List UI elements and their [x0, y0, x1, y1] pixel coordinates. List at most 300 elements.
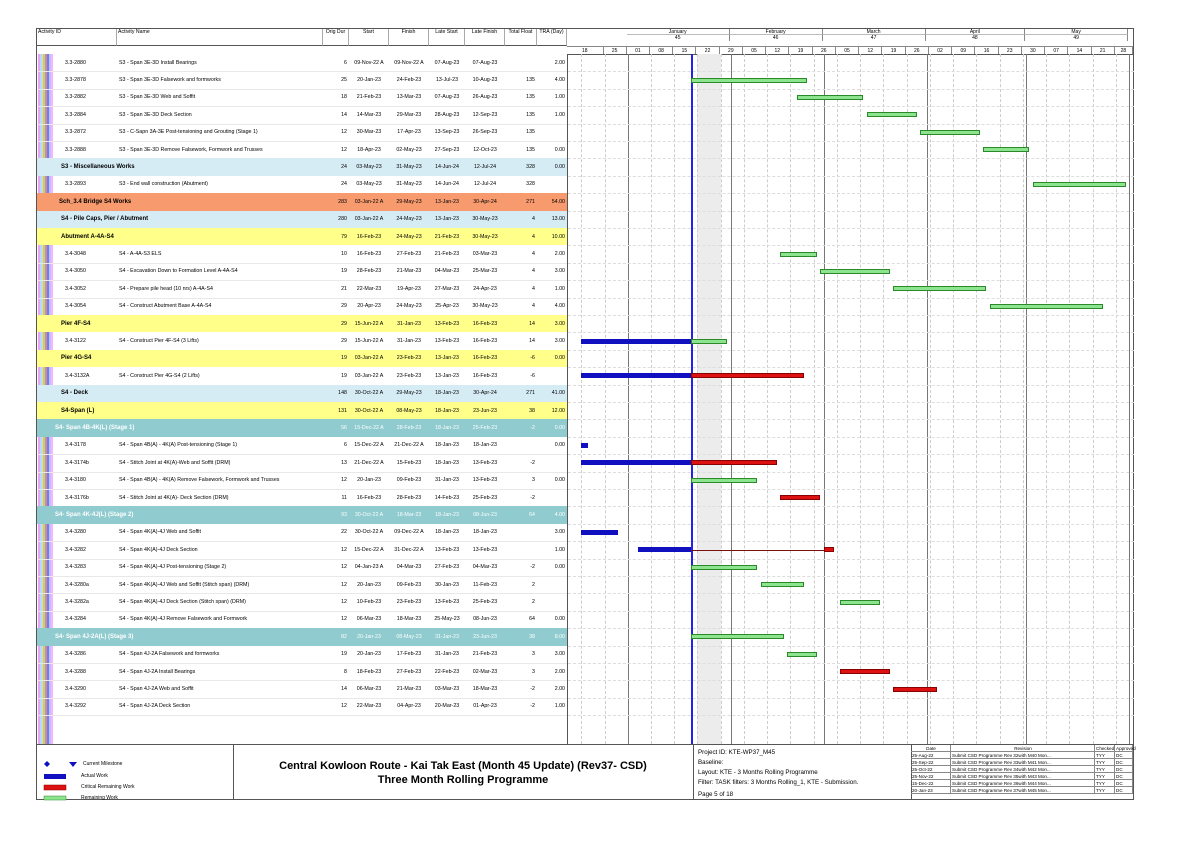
- row-gridline: [568, 315, 1134, 316]
- cell-id: 3.3-2882: [65, 94, 86, 101]
- cell-total-float: [505, 524, 537, 541]
- activity-row[interactable]: [37, 298, 567, 316]
- cell-late-start: 18-Jan-23: [435, 459, 459, 466]
- month-label: January: [627, 29, 730, 35]
- activity-row[interactable]: [37, 489, 567, 507]
- activity-row[interactable]: [37, 332, 567, 350]
- cell-tra: 2.00: [554, 251, 565, 258]
- week-label: 08: [650, 46, 673, 54]
- cell-total-float: 328: [526, 164, 535, 171]
- wbs-group-row[interactable]: [37, 315, 567, 332]
- cell-finish: 23-Feb-23: [396, 599, 422, 606]
- col-header-late-finish[interactable]: Late Finish: [465, 29, 505, 46]
- cell-late-start: 14-Jun-24: [435, 181, 459, 188]
- cell-finish: 21-Mar-23: [396, 268, 422, 275]
- cell-total-float: 64: [529, 616, 535, 623]
- week-label: 22: [696, 46, 719, 54]
- gantt-bar-remain[interactable]: [691, 634, 784, 639]
- cell-late-finish: 12-Jul-24: [473, 181, 497, 188]
- row-gridline: [568, 176, 1134, 177]
- week-label: 02: [929, 46, 952, 54]
- gantt-bar-critical[interactable]: [824, 547, 834, 552]
- wbs-group-row[interactable]: [37, 158, 567, 175]
- revision-header: Approved: [1116, 746, 1136, 751]
- critical-remaining-swatch: [44, 785, 66, 790]
- cell-name: S3 - Miscellaneous Works: [61, 164, 135, 171]
- cell-total-float: 3: [532, 651, 535, 658]
- cell-finish: 31-Jan-23: [397, 320, 421, 327]
- gantt-bar-remain[interactable]: [797, 95, 863, 100]
- cell-finish: 09-Feb-23: [396, 477, 422, 484]
- week-label: 16: [975, 46, 998, 54]
- page-number: Page 5 of 18: [698, 791, 734, 798]
- cell-total-float: 38: [529, 633, 535, 640]
- cell-name: S4 - Construct Pier 4F-S4 (3 Lifts): [119, 338, 199, 345]
- cell-late-finish: 12-Sep-23: [472, 111, 498, 118]
- cell-finish: 27-Feb-23: [396, 668, 422, 675]
- cell-late-finish: 30-Apr-24: [473, 198, 497, 205]
- cell-late-finish: 13-Feb-23: [472, 546, 498, 553]
- activity-row[interactable]: [37, 454, 567, 472]
- cell-dur: 19: [341, 268, 347, 275]
- cell-start: 03-Jan-22 A: [354, 216, 384, 223]
- footer: [37, 744, 1136, 801]
- row-gridline: [568, 89, 1134, 90]
- week-label: 18: [567, 46, 604, 54]
- cell-dur: 8: [344, 668, 347, 675]
- activity-row[interactable]: [37, 698, 567, 716]
- gantt-bar-remain[interactable]: [691, 565, 757, 570]
- remaining-work-swatch: [44, 796, 66, 800]
- cell-late-start: 27-Feb-23: [434, 564, 460, 571]
- cell-id: 3.4-3178: [65, 442, 86, 449]
- cell-id: 3.3-2872: [65, 129, 86, 136]
- cell-finish: 09-Dec-22 A: [394, 529, 424, 536]
- cell-tra: 1.00: [554, 111, 565, 118]
- cell-name: S4 - Span 4K(A)-4J Deck Section: [119, 546, 198, 553]
- revision-cell: 25-Sep-22: [911, 759, 951, 766]
- cell-late-finish: 25-Feb-23: [472, 599, 498, 606]
- cell-start: 15-Dec-22 A: [354, 442, 384, 449]
- cell-id: 3.4-3174b: [65, 459, 89, 466]
- cell-dur: 13: [341, 459, 347, 466]
- activity-row[interactable]: [37, 280, 567, 298]
- cell-total-float: -2: [530, 564, 535, 571]
- row-gridline: [568, 611, 1134, 612]
- cell-id: 3.4-3180: [65, 477, 86, 484]
- cell-name: S4 - Construct Pier 4G-S4 (2 Lifts): [119, 372, 200, 379]
- cell-start: 10-Feb-23: [356, 599, 382, 606]
- cell-total-float: 14: [529, 320, 535, 327]
- cell-dur: 29: [341, 303, 347, 310]
- activity-row[interactable]: [37, 176, 567, 194]
- cell-start: 21-Dec-22 A: [354, 459, 384, 466]
- activity-row[interactable]: [37, 593, 567, 611]
- gantt-bar-remain[interactable]: [840, 600, 880, 605]
- cell-late-start: 13-Jan-23: [435, 216, 459, 223]
- cell-finish: 31-May-23: [396, 164, 422, 171]
- gantt-bar-remain[interactable]: [787, 652, 817, 657]
- revision-cell: 25-Oct-22: [911, 766, 951, 773]
- cell-dur: 12: [341, 616, 347, 623]
- actual-work-swatch: [44, 774, 66, 779]
- cell-start: 22-Mar-23: [356, 703, 382, 710]
- cell-finish: 24-May-23: [396, 216, 422, 223]
- cell-id: 3.4-3176b: [65, 494, 89, 501]
- cell-name: S3 - C-Sapn 3A-3E Post-tensioning and Grouting (Stage 1): [119, 129, 258, 136]
- cell-dur: 19: [341, 372, 347, 379]
- cell-id: 3.4-3282a: [65, 599, 89, 606]
- col-header-orig-dur[interactable]: Orig Dur: [323, 29, 349, 46]
- cell-name: S4 - Span 4K(A)-4J Deck Section (Stitch span) (DRM): [119, 599, 246, 606]
- cell-name: S4 - Span 4J-2A Falsework and formworks: [119, 651, 220, 658]
- cell-dur: 18: [341, 94, 347, 101]
- col-header-activity-name[interactable]: Activity Name: [117, 29, 323, 46]
- row-gridline: [568, 245, 1134, 246]
- cell-name: Pier 4G-S4: [61, 355, 92, 362]
- gantt-bar-remain[interactable]: [990, 304, 1103, 309]
- project-title: Central Kowloon Route - Kai Tak East (Month 45 Update) (Rev37- CSD): [279, 759, 647, 772]
- cell-name: S4 - Excavation Down to Formation Level A-4A-S4: [119, 268, 238, 275]
- cell-dur: 131: [338, 407, 347, 414]
- cell-dur: 25: [341, 77, 347, 84]
- cell-id: 3.4-3282: [65, 546, 86, 553]
- cell-name: S4- Span 4J-2A(L) (Stage 3): [55, 633, 134, 640]
- row-gridline: [568, 715, 1134, 716]
- cell-finish: 31-May-23: [396, 181, 422, 188]
- cell-total-float: [505, 541, 537, 558]
- cell-start: 20-Jan-23: [357, 581, 381, 588]
- cell-late-start: 22-Feb-23: [434, 668, 460, 675]
- activity-row[interactable]: [37, 576, 567, 594]
- wbs-group-row[interactable]: [37, 419, 567, 436]
- cell-dur: 11: [341, 494, 347, 501]
- cell-late-start: 13-Feb-23: [434, 599, 460, 606]
- activity-row[interactable]: [37, 524, 567, 542]
- gantt-bar-remain[interactable]: [983, 147, 1029, 152]
- cell-late-finish: 11-Feb-23: [472, 581, 498, 588]
- week-label: 21: [1092, 46, 1115, 54]
- cell-total-float: 4: [532, 216, 535, 223]
- cell-late-finish: 16-Feb-23: [472, 338, 498, 345]
- period-label: 49: [1025, 35, 1128, 41]
- data-date-line: [691, 54, 693, 744]
- gantt-bar-remain[interactable]: [867, 112, 917, 117]
- week-label: 12: [766, 46, 789, 54]
- cell-late-finish: 03-Mar-23: [472, 251, 498, 258]
- period-label: 47: [823, 35, 926, 41]
- cell-late-start: 18-Jan-23: [435, 390, 459, 397]
- cell-start: 20-Jan-23: [357, 633, 381, 640]
- cell-late-finish: 12-Oct-23: [473, 146, 497, 153]
- gantt-bar-critical[interactable]: [691, 460, 777, 465]
- gantt-bar-remain[interactable]: [691, 478, 757, 483]
- col-header-activity-id[interactable]: Activity ID: [37, 29, 117, 46]
- cell-tra: 3.00: [554, 529, 565, 536]
- legend: [37, 745, 234, 800]
- cell-tra: 13.00: [551, 216, 565, 223]
- cell-finish: 31-Jan-23: [397, 338, 421, 345]
- cell-dur: 29: [341, 338, 347, 345]
- gantt-bar-remain[interactable]: [691, 339, 728, 344]
- activity-row[interactable]: [37, 680, 567, 698]
- cell-finish: 08-May-23: [396, 633, 422, 640]
- revision-cell: TYY: [1095, 780, 1115, 787]
- week-label: 15: [673, 46, 696, 54]
- cell-finish: 13-Mar-23: [396, 94, 422, 101]
- cell-dur: 93: [341, 512, 347, 519]
- gantt-bar-critical[interactable]: [691, 373, 804, 378]
- activity-row[interactable]: [37, 559, 567, 577]
- cell-dur: 56: [341, 425, 347, 432]
- cell-id: 3.4-3288: [65, 668, 86, 675]
- filter-info: Filter: TASK filters: 3 Months Rolling_1, KTE - Submission.: [698, 779, 859, 786]
- cell-finish: 24-May-23: [396, 233, 422, 240]
- wbs-group-row[interactable]: [37, 628, 567, 645]
- cell-tra: [537, 176, 567, 193]
- cell-dur: 12: [341, 146, 347, 153]
- gantt-bar-actual[interactable]: [581, 460, 691, 465]
- wbs-group-row[interactable]: [37, 350, 567, 367]
- cell-start: 16-Feb-23: [356, 251, 382, 258]
- cell-start: 16-Feb-23: [356, 494, 382, 501]
- cell-late-finish: 01-Apr-23: [473, 703, 497, 710]
- gantt-bar-actual[interactable]: [638, 547, 691, 552]
- legend-critical-remaining: Critical Remaining Work: [81, 784, 135, 790]
- week-label: 19: [882, 46, 905, 54]
- revision-cell: TYY: [1095, 773, 1115, 780]
- gantt-timeline: [567, 54, 1134, 744]
- activity-row[interactable]: [37, 646, 567, 664]
- activity-row[interactable]: [37, 663, 567, 681]
- gantt-bar-remain[interactable]: [893, 286, 986, 291]
- cell-tra: [537, 489, 567, 506]
- cell-late-finish: 30-May-23: [472, 216, 498, 223]
- gantt-bar-critical[interactable]: [780, 495, 820, 500]
- row-gridline: [568, 454, 1134, 455]
- cell-name: S4 - Span 4B(A) - 4K(A) Post-tensioning (Stage 1): [119, 442, 238, 449]
- cell-late-finish: 23-Jun-23: [473, 407, 497, 414]
- wbs-group-row[interactable]: [37, 402, 567, 419]
- gantt-bar-actual[interactable]: [581, 373, 691, 378]
- gantt-bar-remain[interactable]: [761, 582, 804, 587]
- cell-id: 3.4-3290: [65, 686, 86, 693]
- cell-dur: 19: [341, 355, 347, 362]
- cell-tra: 1.00: [554, 546, 565, 553]
- row-gridline: [568, 298, 1134, 299]
- cell-start: 15-Jun-22 A: [354, 338, 384, 345]
- cell-late-start: 13-Feb-23: [434, 320, 460, 327]
- col-header-total-float[interactable]: Total Float: [505, 29, 537, 46]
- cell-finish: 18-Mar-23: [396, 616, 422, 623]
- cell-total-float: -2: [530, 494, 535, 501]
- gantt-bar-critical[interactable]: [893, 687, 936, 692]
- gantt-bar-actual[interactable]: [581, 530, 618, 535]
- cell-finish: 02-May-23: [396, 146, 422, 153]
- gantt-bar-critical[interactable]: [840, 669, 890, 674]
- revision-header: Date: [911, 745, 951, 752]
- revision-cell: Submit CSD Programme Rev 34with M42 Mon...: [951, 766, 1095, 773]
- row-gridline: [568, 593, 1134, 594]
- cell-late-start: 14-Feb-23: [434, 494, 460, 501]
- week-label: 05: [743, 46, 766, 54]
- revision-header: Revision: [951, 745, 1095, 752]
- row-gridline: [568, 402, 1134, 403]
- cell-tra: 1.00: [554, 703, 565, 710]
- cell-late-finish: 25-Feb-23: [472, 494, 498, 501]
- cell-late-finish: 30-Apr-24: [473, 390, 497, 397]
- cell-total-float: 14: [529, 338, 535, 345]
- cell-total-float: 3: [532, 668, 535, 675]
- col-header-tra-day[interactable]: TRA (Day): [537, 29, 567, 46]
- activity-row[interactable]: [37, 367, 567, 385]
- cell-total-float: 135: [526, 146, 535, 153]
- gantt-bar-actual[interactable]: [581, 339, 691, 344]
- cell-dur: 10: [341, 251, 347, 258]
- col-header-start[interactable]: Start: [349, 29, 389, 46]
- gantt-bar-actual[interactable]: [581, 443, 588, 448]
- activity-row[interactable]: [37, 245, 567, 263]
- revision-table: [911, 745, 1136, 800]
- cell-dur: 82: [341, 633, 347, 640]
- activity-row[interactable]: [37, 263, 567, 281]
- cell-total-float: 271: [526, 198, 535, 205]
- cell-late-finish: 30-May-23: [472, 303, 498, 310]
- wbs-group-row[interactable]: [37, 228, 567, 245]
- period-label: 48: [926, 35, 1026, 41]
- activity-row[interactable]: [37, 141, 567, 159]
- float-connector: [691, 550, 824, 551]
- cell-name: S4 - Span 4K(A)-4J Web and Soffit: [119, 529, 201, 536]
- activity-row[interactable]: [37, 472, 567, 490]
- cell-total-float: 38: [529, 407, 535, 414]
- revision-cell: DC: [1115, 780, 1133, 787]
- row-gridline: [568, 506, 1134, 507]
- cell-late-start: 28-Aug-23: [434, 111, 460, 118]
- cell-id: 3.3-2878: [65, 77, 86, 84]
- month-label: February: [730, 29, 823, 35]
- cell-late-finish: 02-Mar-23: [472, 668, 498, 675]
- cell-start: 20-Jan-23: [357, 651, 381, 658]
- cell-id: 3.4-3280a: [65, 581, 89, 588]
- cell-id: 3.3-2884: [65, 111, 86, 118]
- cell-late-start: 27-Mar-23: [434, 285, 460, 292]
- gantt-bar-remain[interactable]: [780, 252, 817, 257]
- cell-start: 30-Oct-22 A: [354, 529, 384, 536]
- row-gridline: [568, 680, 1134, 681]
- cell-start: 14-Mar-23: [356, 111, 382, 118]
- activity-row[interactable]: [37, 89, 567, 107]
- activity-row[interactable]: [37, 71, 567, 89]
- cell-id: 3.4-3050: [65, 268, 86, 275]
- cell-id: 3.4-3122: [65, 338, 86, 345]
- cell-name: S4 - Span 4B(A) - 4K(A) Remove Falsework, Formwork and Trusses: [119, 477, 280, 484]
- row-gridline: [568, 698, 1134, 699]
- wbs-group-row[interactable]: [37, 385, 567, 402]
- revision-cell: TYY: [1095, 759, 1115, 766]
- revision-cell: 20-Jan-23: [911, 787, 951, 794]
- cell-tra: [537, 593, 567, 610]
- cell-finish: 17-Apr-23: [397, 129, 421, 136]
- row-gridline: [568, 367, 1134, 368]
- cell-total-float: 4: [532, 285, 535, 292]
- activity-row[interactable]: [37, 437, 567, 455]
- activity-row[interactable]: [37, 611, 567, 629]
- cell-start: 15-Jun-22 A: [354, 320, 384, 327]
- cell-start: 03-Jan-22 A: [354, 198, 384, 205]
- cell-late-start: 13-Sep-23: [434, 129, 460, 136]
- cell-start: 03-Jan-22 A: [354, 355, 384, 362]
- wbs-group-row[interactable]: [37, 193, 567, 210]
- cell-late-finish: 10-Aug-23: [472, 77, 498, 84]
- cell-dur: 6: [344, 59, 347, 66]
- cell-tra: 3.00: [554, 651, 565, 658]
- activity-row[interactable]: [37, 106, 567, 124]
- cell-late-finish: 13-Feb-23: [472, 477, 498, 484]
- row-gridline: [568, 350, 1134, 351]
- cell-name: S4 - A-4A-S3 ELS: [119, 251, 162, 258]
- cell-dur: 283: [338, 198, 347, 205]
- gantt-bar-remain[interactable]: [920, 130, 980, 135]
- period-label: 45: [627, 35, 730, 41]
- cell-late-finish: 18-Mar-23: [472, 686, 498, 693]
- cell-total-float: 4: [532, 233, 535, 240]
- cell-name: S3 - End wall construction (Abutment): [119, 181, 208, 188]
- revision-header: Checked: [1096, 746, 1115, 751]
- activity-row[interactable]: [37, 54, 567, 72]
- cell-dur: 19: [341, 651, 347, 658]
- gantt-bar-remain[interactable]: [691, 78, 807, 83]
- wbs-group-row[interactable]: [37, 211, 567, 228]
- cell-dur: 12: [341, 599, 347, 606]
- row-gridline: [568, 385, 1134, 386]
- cell-tra: 3.00: [554, 338, 565, 345]
- cell-late-start: 25-Apr-23: [435, 303, 459, 310]
- cell-tra: 3.00: [554, 320, 565, 327]
- cell-name: S4 - Construct Abutment Base A-4A-S4: [119, 303, 212, 310]
- cell-tra: [537, 454, 567, 471]
- cell-name: S4 - Prepare pile head (10 nrs) A-4A-S4: [119, 285, 213, 292]
- cell-start: 30-Oct-22 A: [354, 512, 384, 519]
- wbs-group-row[interactable]: [37, 506, 567, 523]
- activity-row[interactable]: [37, 124, 567, 142]
- cell-id: 3.4-3054: [65, 303, 86, 310]
- cell-late-start: 25-May-23: [434, 616, 460, 623]
- cell-name: S4 - Span 4K(A)-4J Remove Falsework and Formwork: [119, 616, 248, 623]
- cell-late-start: 18-Jan-23: [435, 442, 459, 449]
- cell-total-float: 135: [526, 129, 535, 136]
- cell-dur: 12: [341, 129, 347, 136]
- cell-tra: 0.00: [554, 355, 565, 362]
- cell-late-finish: 26-Aug-23: [472, 94, 498, 101]
- gantt-bar-remain[interactable]: [1033, 182, 1126, 187]
- row-gridline: [568, 71, 1134, 72]
- cell-tra: 0.00: [554, 564, 565, 571]
- cell-total-float: 2: [532, 599, 535, 606]
- timeline-header: [567, 29, 1133, 55]
- cell-finish: 18-Mar-23: [396, 512, 422, 519]
- cell-late-start: 07-Aug-23: [434, 59, 460, 66]
- cell-start: 20-Apr-23: [357, 303, 381, 310]
- cell-name: S3 - Span 3E-3D Remove Falsework, Formwork and Trusses: [119, 146, 263, 153]
- gantt-bar-remain[interactable]: [820, 269, 890, 274]
- activity-row[interactable]: [37, 541, 567, 559]
- gantt-sheet: [36, 28, 1134, 800]
- col-header-late-start[interactable]: Late Start: [429, 29, 465, 46]
- col-header-finish[interactable]: Finish: [389, 29, 429, 46]
- month-label: April: [926, 29, 1026, 35]
- cell-late-start: 13-Jan-23: [435, 198, 459, 205]
